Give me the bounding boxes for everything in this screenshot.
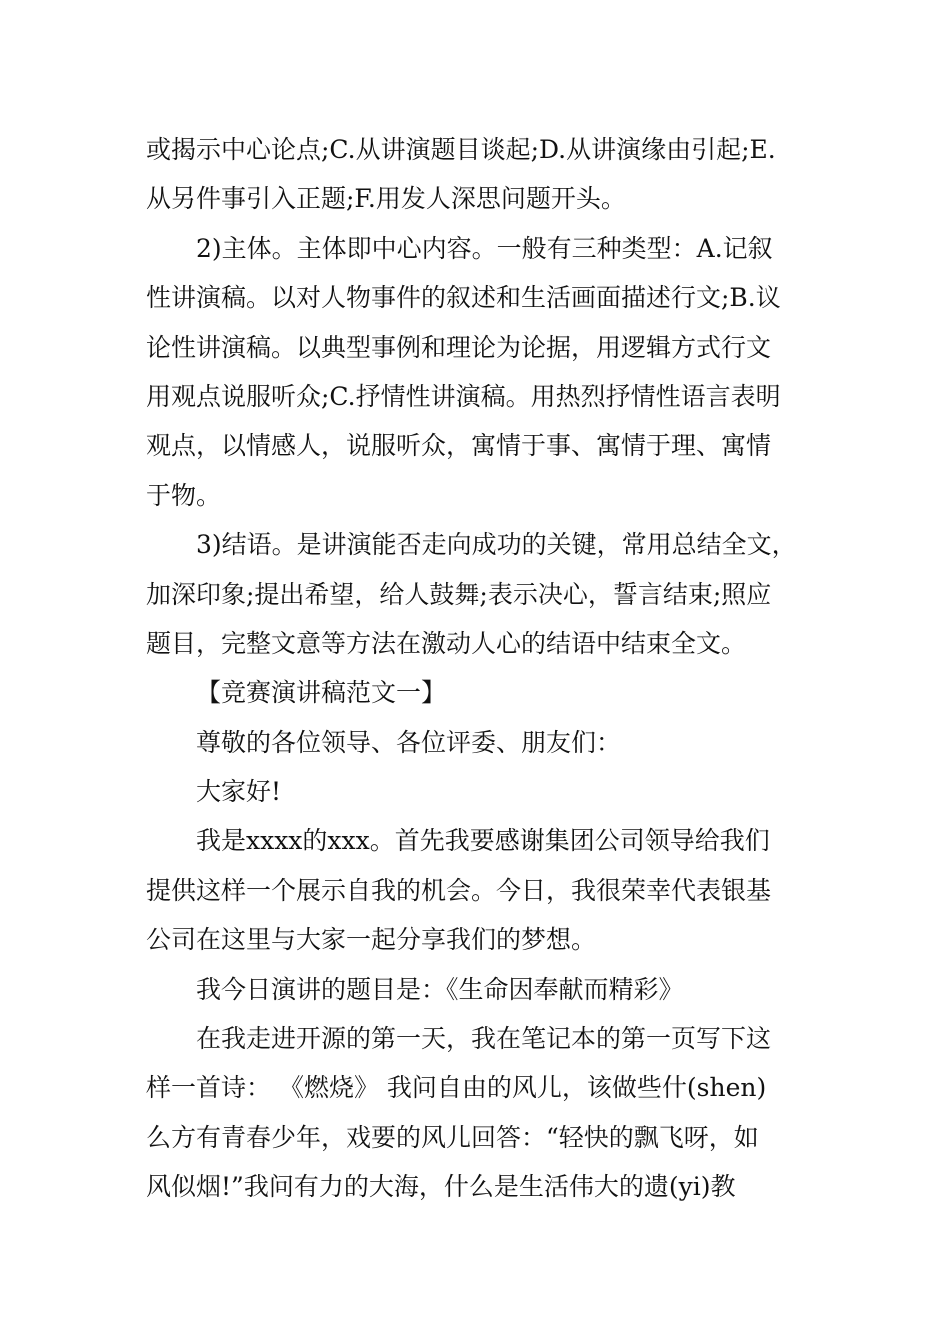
text-line: 用观点说服听众;C.抒情性讲演稿。用热烈抒情性语言表明 [146, 381, 781, 411]
text-line: 从另件事引入正题;F.用发人深思问题开头。 [146, 184, 626, 214]
text-line: 3)结语。是讲演能否走向成功的关键，常用总结全文， [196, 530, 797, 560]
text-line: 我是xxxx的xxx。首先我要感谢集团公司领导给我们 [196, 826, 770, 856]
text-line: 样一首诗： 《燃烧》 我问自由的风儿，该做些什(shen) [146, 1073, 767, 1103]
greeting: 大家好! [196, 777, 282, 807]
text-line: 风似烟!”我问有力的大海，什么是生活伟大的遗(yi)教 [146, 1172, 736, 1202]
text-line: 公司在这里与大家一起分享我们的梦想。 [146, 925, 597, 955]
text-line: 观点，以情感人，说服听众，寓情于事、寓情于理、寓情 [146, 431, 772, 461]
text-line: 论性讲演稿。以典型事例和理论为论据，用逻辑方式行文 [146, 332, 772, 362]
section-heading: 【竞赛演讲稿范文一】 [196, 678, 447, 708]
text-line: 提供这样一个展示自我的机会。今日，我很荣幸代表银基 [146, 875, 772, 905]
text-line: 于物。 [146, 480, 222, 510]
body-text [146, 125, 826, 1212]
text-line: 么方有青春少年，戏要的风儿回答：“轻快的飘飞呀，如 [146, 1122, 759, 1152]
text-line: 或揭示中心论点;C.从讲演题目谈起;D.从讲演缘由引起;E. [146, 135, 776, 164]
text-line: 题目，完整文意等方法在激动人心的结语中结束全文。 [146, 628, 747, 658]
text-line: 性讲演稿。以对人物事件的叙述和生活画面描述行文;B.议 [146, 283, 781, 313]
speech-title-line: 我今日演讲的题目是：《生命因奉献而精彩》 [196, 974, 684, 1004]
text-line: 2)主体。主体即中心内容。一般有三种类型：A.记叙 [196, 233, 773, 263]
text-line: 加深印象;提出希望，给人鼓舞;表示决心，誓言结束;照应 [146, 579, 772, 609]
salutation: 尊敬的各位领导、各位评委、朋友们： [196, 727, 622, 757]
text-line: 在我走进开源的第一天，我在笔记本的第一页写下这 [196, 1024, 772, 1054]
